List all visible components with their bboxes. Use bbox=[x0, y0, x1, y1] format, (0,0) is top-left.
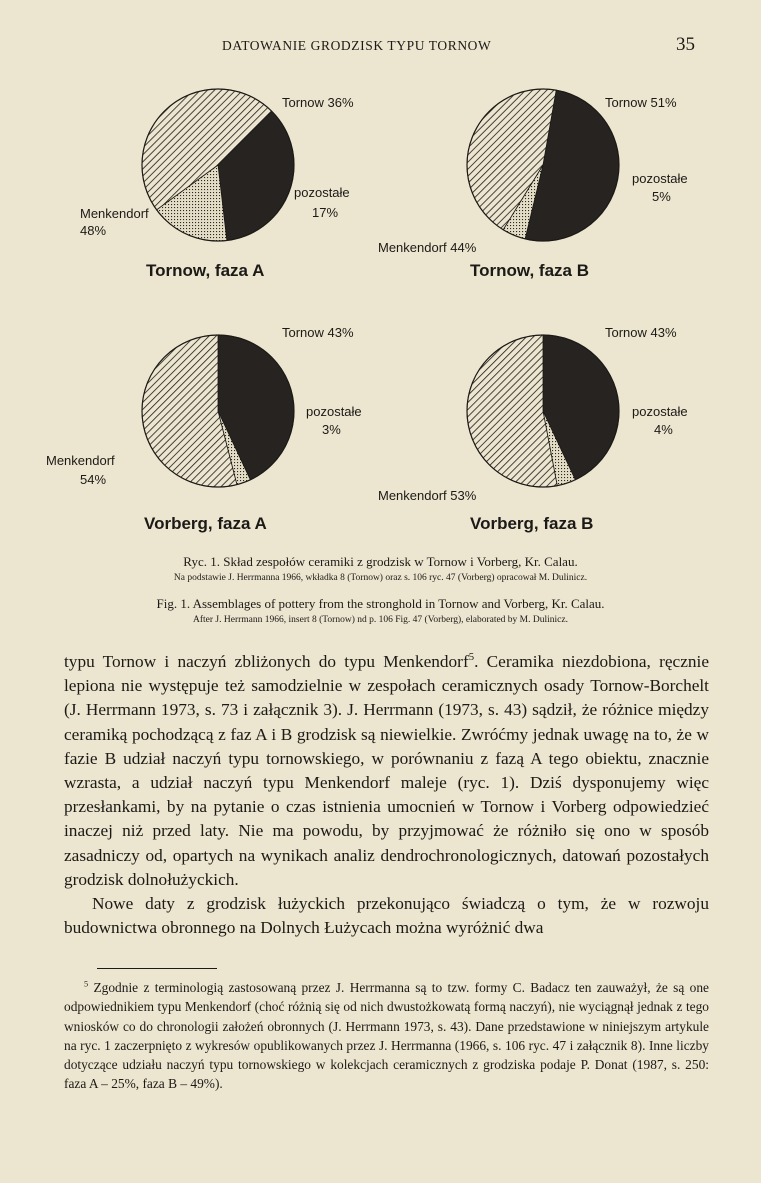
chart-title: Tornow, faza B bbox=[470, 261, 589, 280]
footnote-rule bbox=[97, 968, 217, 969]
caption-en-source: After J. Herrmann 1966, insert 8 (Tornow) nd p. 106 Fig. 47 (Vorberg), elaborated by M. Dulinicz. bbox=[193, 615, 568, 625]
label-menkendorf: Menkendorf 53% bbox=[378, 488, 477, 503]
label-menkendorf: Menkendorf bbox=[80, 206, 149, 221]
pie-tornow-faza-b bbox=[378, 89, 688, 280]
running-head: DATOWANIE GRODZISK TYPU TORNOW bbox=[222, 38, 492, 53]
caption-en-main: Fig. 1. Assemblages of pottery from the stronghold in Tornow and Vorberg, Kr. Calau. bbox=[156, 596, 605, 611]
chart-title: Vorberg, faza A bbox=[144, 514, 267, 533]
label-tornow: Tornow 43% bbox=[605, 325, 677, 340]
footnote-5 bbox=[64, 978, 709, 1094]
label-menkendorf-value: 48% bbox=[80, 223, 107, 238]
paragraph-1-rest: . Ceramika niezdobiona, ręcznie lepiona nie występuje też samodzielnie w zespołach ceramicznych osady Tornow-Borchelt (J. Herrmann 1973, s. 73 i załącznik 3). J. Herrmann (1973, s. 43) sądził, że różnice między ceramiką pochodzącą z faz A i B grodzisk są niewielkie. Zwróćmy jednak uwagę na to, że w fazie B udział naczyń typu tornowskiego, w porównaniu z fazą A tego obiektu, znacznie wzrasta, a udział naczyń typu Menkendorf maleje (ryc. 1). Dziś dysponujemy więc przesłankami, by na pytanie o czas istnienia umocnień w Tornow i Vorberg odpowiedzieć inaczej niż przed laty. Nie ma powodu, by przyjmować że różniło się ono w sposób zasadniczy od, opartych na wynikach analiz dendrochronologicznych, datowań pozostałych grodzisk dolnołużyckich. bbox=[64, 652, 709, 889]
paragraph-2: Nowe daty z grodzisk łużyckich przekonująco świadczą o tym, że w rozwoju budownictwa obronnego na Dolnych Łużycach można wyróżnić dwa bbox=[64, 894, 709, 938]
footnote-ref-5[interactable]: 5 bbox=[468, 651, 475, 664]
label-pozostale: pozostałe bbox=[306, 404, 362, 419]
caption-pl-source: Na podstawie J. Herrmanna 1966, wkładka 8 (Tornow) oraz s. 106 ryc. 47 (Vorberg) opracował M. Dulinicz. bbox=[173, 573, 588, 583]
label-pozostale-value: 5% bbox=[652, 189, 671, 204]
body-text bbox=[64, 650, 709, 940]
page-number: 35 bbox=[676, 34, 695, 55]
footnote-marker: 5 bbox=[84, 979, 89, 989]
label-pozostale-value: 3% bbox=[322, 422, 341, 437]
label-menkendorf: Menkendorf bbox=[46, 453, 115, 468]
footnote-text: Zgodnie z terminologią zastosowaną przez J. Herrmanna są to tzw. formy C. Badacz ten zauważył, że są one odpowiednikiem typu Menkendorf (choć różnią się od nich dwustożkowatą formą naczyń), nie wyciągnął jednak z tego wniosków co do chronologii założeń obronnych (J. Herrmann 1973, s. 43). Dane przedstawione w niniejszym artykule na ryc. 1 zaczerpnięto z wykresów opublikowanych przez J. Herrmanna (1966, s. 106 ryc. 47 i załącznik 8). Inne liczby dotyczące udziału naczyń typu tornowskiego w kolekcjach ceramicznych z grodziska podaje P. Donat (1987, s. 250: faza A – 25%, faza B – 49%). bbox=[64, 980, 709, 1092]
chart-title: Tornow, faza A bbox=[146, 261, 265, 280]
pie-tornow-faza-a bbox=[80, 89, 354, 280]
label-pozostale-value: 17% bbox=[312, 205, 339, 220]
label-tornow: Tornow 36% bbox=[282, 95, 354, 110]
paragraph-1 bbox=[64, 650, 709, 892]
label-tornow: Tornow 51% bbox=[605, 95, 677, 110]
label-menkendorf-value: 54% bbox=[80, 472, 107, 487]
chart-title: Vorberg, faza B bbox=[470, 514, 594, 533]
label-pozostale: pozostałe bbox=[294, 185, 350, 200]
label-pozostale-value: 4% bbox=[654, 422, 673, 437]
pie-charts-svg bbox=[0, 0, 761, 560]
pie-vorberg-faza-b bbox=[378, 325, 688, 533]
paragraph-1-start: typu Tornow i naczyń zbliżonych do typu Menkendorf bbox=[64, 652, 469, 671]
caption-pl-main: Ryc. 1. Skład zespołów ceramiki z grodzisk w Tornow i Vorberg, Kr. Calau. bbox=[183, 554, 578, 569]
pie-vorberg-faza-a bbox=[46, 325, 362, 533]
figure-pie-charts bbox=[0, 0, 761, 560]
label-tornow: Tornow 43% bbox=[282, 325, 354, 340]
label-pozostale: pozostałe bbox=[632, 171, 688, 186]
label-menkendorf: Menkendorf 44% bbox=[378, 240, 477, 255]
label-pozostale: pozostałe bbox=[632, 404, 688, 419]
